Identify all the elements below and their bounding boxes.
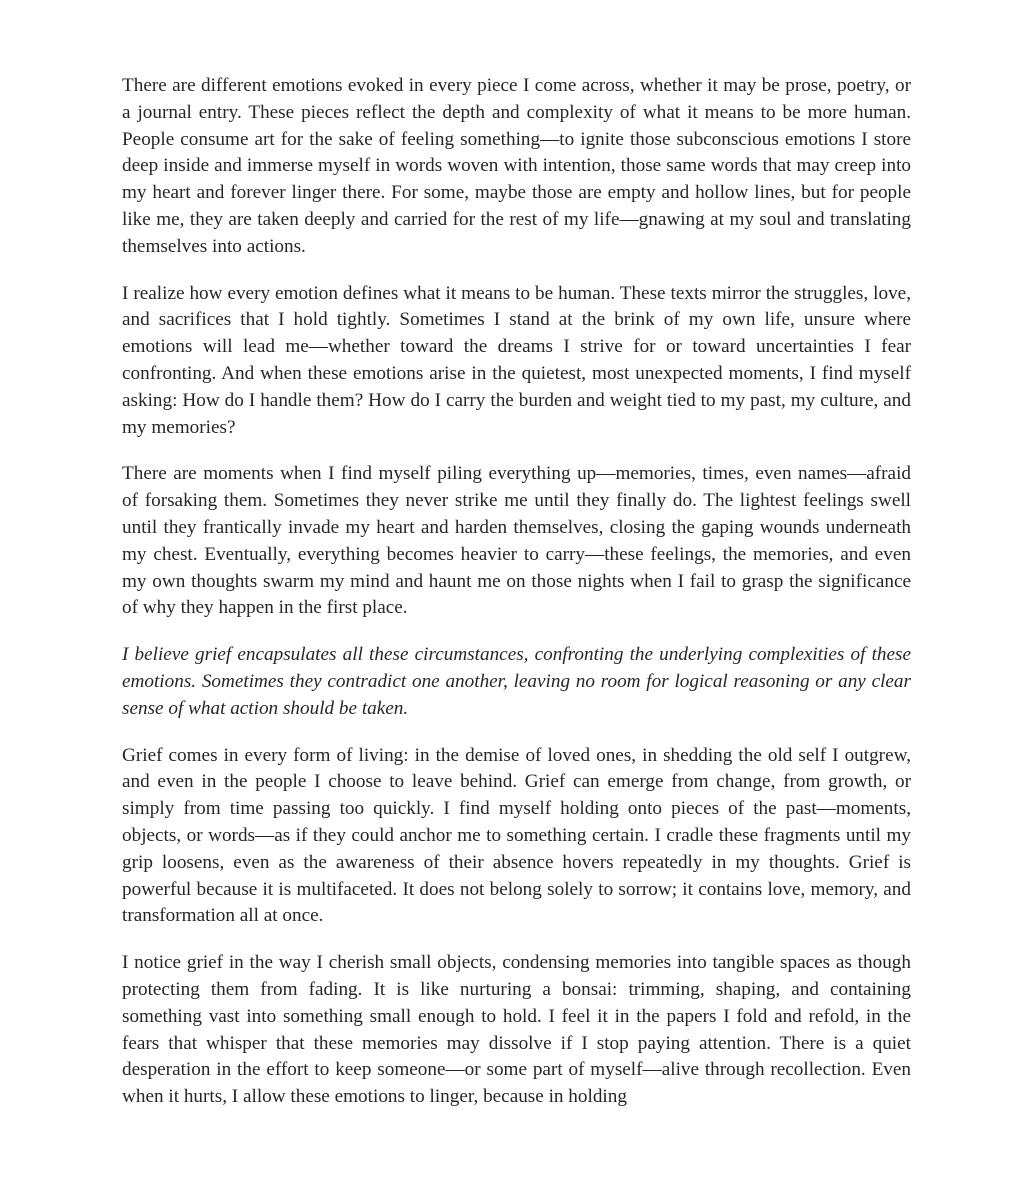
paragraph-5: Grief comes in every form of living: in the demise of loved ones, in shedding the old self I outgrew, and even in the people I choose to leave behind. Grief can emerge from change, from growth, or simply from time passing too quickly. I find myself holding onto pieces of the past—moments, objects, or words—as if they could anchor me to something certain. I cradle these fragments until my grip loosens, even as the awareness of their absence hovers repeatedly in my thoughts. Grief is powerful because it is multifaceted. It does not belong solely to sorrow; it contains love, memory, and transformation all at once. bbox=[122, 744, 911, 927]
paragraph-1: There are different emotions evoked in every piece I come across, whether it may be prose, poetry, or a journal entry. These pieces reflect the depth and complexity of what it means to be more human. People consume art for the sake of feeling something—to ignite those subconscious emotions I store deep inside and immerse myself in words woven with intention, those same words that may creep into my heart and forever linger there. For some, maybe those are empty and hollow lines, but for people like me, they are taken deeply and carried for the rest of my life—gnawing at my soul and translating themselves into actions. bbox=[122, 75, 911, 257]
paragraph-3: There are moments when I find myself piling everything up—memories, times, even names—afraid of forsaking them. Sometimes they never strike me until they finally do. The lightest feelings swell until they frantically invade my heart and harden themselves, closing the gaping wounds underneath my chest. Eventually, everything becomes heavier to carry—these feelings, the memories, and even my own thoughts swarm my mind and haunt me on those nights when I fail to grasp the significance of why they happen in the first place. bbox=[122, 463, 911, 619]
paragraph-6: I notice grief in the way I cherish small objects, condensing memories into tangible spaces as though protecting them from fading. It is like nurturing a bonsai: trimming, shaping, and containing something vast into something small enough to hold. I feel it in the papers I fold and refold, in the fears that whisper that these memories may dissolve if I stop paying attention. There is a quiet desperation in the effort to keep someone—or some part of myself—alive through recollection. Even when it hurts, I allow these emotions to linger, because in holding bbox=[122, 952, 911, 1108]
document-body bbox=[122, 73, 911, 1131]
paragraph-4-italic: I believe grief encapsulates all these circumstances, confronting the underlying complexities of these emotions. Sometimes they contradict one another, leaving no room for logical reasoning or any clear sense of what action should be taken. bbox=[122, 644, 911, 719]
paragraph-2: I realize how every emotion defines what it means to be human. These texts mirror the struggles, love, and sacrifices that I hold tightly. Sometimes I stand at the brink of my own life, unsure where emotions will lead me—whether toward the dreams I strive for or toward uncertainties I fear confronting. And when these emotions arise in the quietest, most unexpected moments, I find myself asking: How do I handle them? How do I carry the burden and weight tied to my past, my culture, and my memories? bbox=[122, 282, 911, 438]
